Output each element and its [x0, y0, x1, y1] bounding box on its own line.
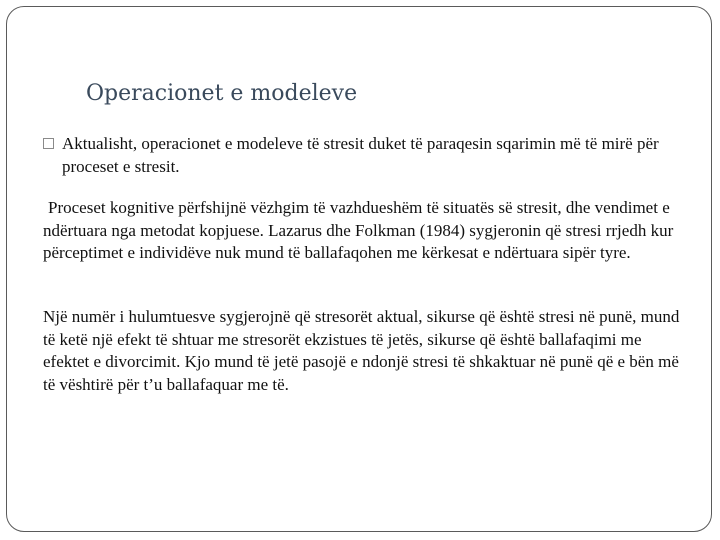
empty-square-bullet-icon	[43, 138, 54, 149]
slide-frame	[6, 6, 712, 532]
paragraph-researchers: Një numër i hulumtuesve sygjerojnë që stresorët aktual, sikurse që është stresi në punë, mund të ketë një efekt të shtuar me stresorët ekzistues të jetës, sikurse që është ballafaqimi me efektet e divorcimit. Kjo mund të jetë pasojë e ndonjë stresi të shkaktuar në punë që e bën më të vështirë për t’u ballafaquar me të.	[43, 307, 680, 394]
paragraph-cognitive-processes: Proceset kognitive përfshijnë vëzhgim të vazhdueshëm të situatës së stresit, dhe vendimet e ndërtuara nga metodat kopjuese. Lazarus dhe Folkman (1984) sygjeronin që stresi rrjedh kur përceptimet e individëve nuk mund të ballafaqohen me kërkesat e ndërtuara sipër tyre.	[43, 198, 674, 262]
bullet-text: Aktualisht, operacionet e modeleve të stresit duket të paraqesin sqarimin më të mirë për proceset e stresit.	[62, 134, 659, 176]
bullet-item	[43, 133, 693, 178]
slide-title: Operacionet e modeleve	[86, 81, 358, 106]
